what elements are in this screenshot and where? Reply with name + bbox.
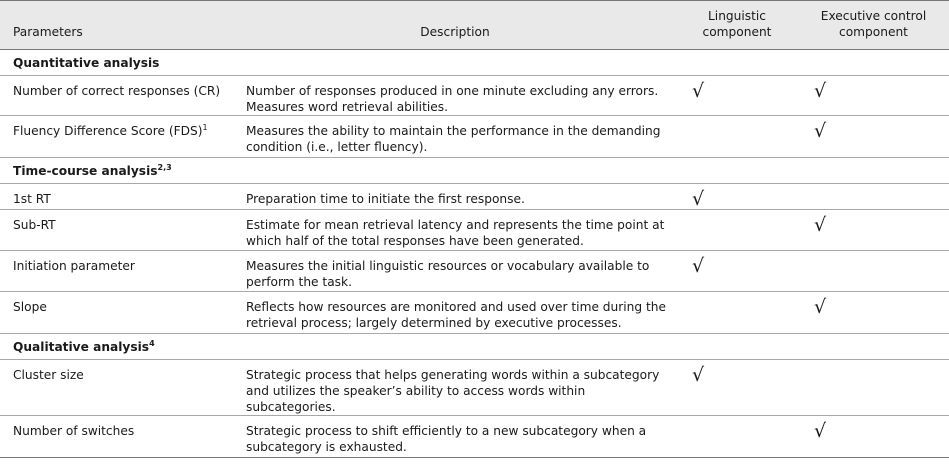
- description-cell: Strategic process that helps generating words within a subcategory and utilizes the speaker’s ability to access words within subcategories.: [234, 360, 676, 416]
- header-executive: Executive control component: [798, 1, 949, 50]
- linguistic-check-cell: [676, 116, 798, 158]
- executive-check-cell: [798, 116, 949, 158]
- section-title: Qualitative analysis$^4$: [0, 334, 949, 360]
- check-mark-icon: √: [814, 296, 827, 318]
- linguistic-check-cell: [676, 360, 798, 416]
- parameter-cell: Cluster size: [0, 360, 234, 416]
- check-mark-icon: √: [692, 80, 705, 102]
- table-header-row: [0, 1, 949, 50]
- table-row: [0, 416, 949, 458]
- executive-check-cell: [798, 251, 949, 292]
- linguistic-check-cell: [676, 292, 798, 334]
- linguistic-check-cell: [676, 210, 798, 251]
- header-parameters: Parameters: [0, 1, 234, 50]
- parameter-cell: Sub-RT: [0, 210, 234, 251]
- description-cell: Measures the initial linguistic resources or vocabulary available to perform the task.: [234, 251, 676, 292]
- linguistic-check-cell: [676, 76, 798, 116]
- header-linguistic: Linguistic component: [676, 1, 798, 50]
- table-row: [0, 251, 949, 292]
- description-cell: Strategic process to shift efficiently to a new subcategory when a subcategory is exhausted.: [234, 416, 676, 458]
- table-row: [0, 360, 949, 416]
- parameter-cell: 1st RT: [0, 184, 234, 210]
- table-row: [0, 76, 949, 116]
- check-mark-icon: √: [692, 255, 705, 277]
- linguistic-check-cell: [676, 184, 798, 210]
- section-title: Time-course analysis$^{2,3}$: [0, 158, 949, 184]
- linguistic-check-cell: [676, 251, 798, 292]
- parameter-cell: Fluency Difference Score (FDS)$^1$: [0, 116, 234, 158]
- section-title: Quantitative analysis: [0, 50, 949, 76]
- table-row: [0, 210, 949, 251]
- executive-check-cell: [798, 210, 949, 251]
- check-mark-icon: √: [692, 364, 705, 386]
- description-cell: Preparation time to initiate the first response.: [234, 184, 676, 210]
- parameter-cell: Number of switches: [0, 416, 234, 458]
- table-row: [0, 184, 949, 210]
- check-mark-icon: √: [814, 420, 827, 442]
- table-row: [0, 116, 949, 158]
- executive-check-cell: [798, 292, 949, 334]
- table-row: [0, 292, 949, 334]
- header-description: Description: [234, 1, 676, 50]
- section-quantitative-analysis: [0, 50, 949, 76]
- executive-check-cell: [798, 184, 949, 210]
- section-time-course-analysis: [0, 158, 949, 184]
- check-mark-icon: √: [814, 80, 827, 102]
- description-cell: Reflects how resources are monitored and used over time during the retrieval process; largely determined by executive processes.: [234, 292, 676, 334]
- executive-check-cell: [798, 360, 949, 416]
- description-cell: Estimate for mean retrieval latency and represents the time point at which half of the total responses have been generated.: [234, 210, 676, 251]
- check-mark-icon: √: [692, 188, 705, 210]
- executive-check-cell: [798, 76, 949, 116]
- parameter-cell: Slope: [0, 292, 234, 334]
- check-mark-icon: √: [814, 120, 827, 142]
- executive-check-cell: [798, 416, 949, 458]
- section-qualitative-analysis: [0, 334, 949, 360]
- linguistic-check-cell: [676, 416, 798, 458]
- description-cell: Number of responses produced in one minute excluding any errors. Measures word retrieval abilities.: [234, 76, 676, 116]
- check-mark-icon: √: [814, 214, 827, 236]
- parameter-cell: Number of correct responses (CR): [0, 76, 234, 116]
- description-cell: Measures the ability to maintain the performance in the demanding condition (i.e., letter fluency).: [234, 116, 676, 158]
- parameter-cell: Initiation parameter: [0, 251, 234, 292]
